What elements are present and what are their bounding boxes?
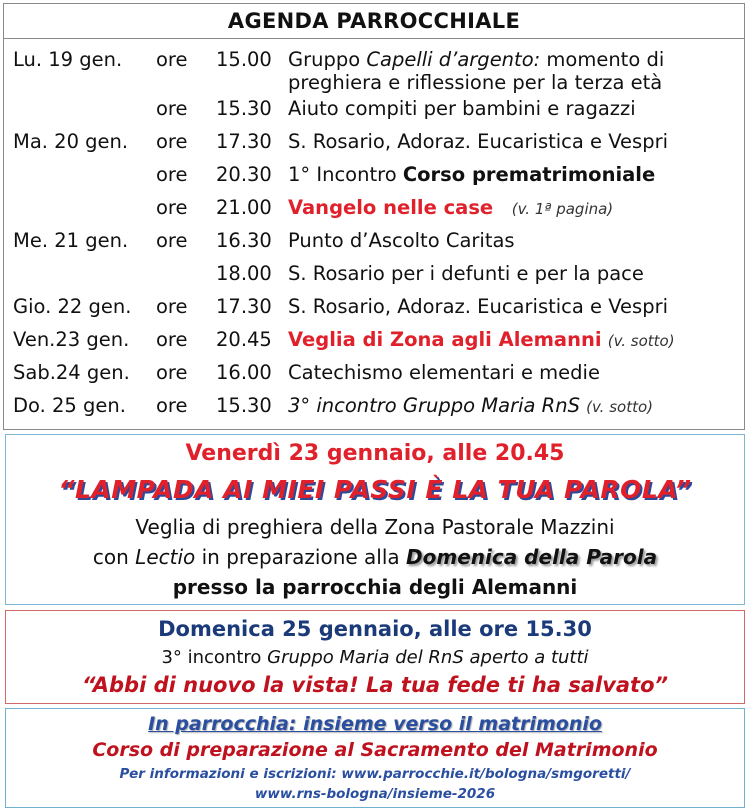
row-day: Me. 21 gen. [13, 229, 129, 252]
row-time: 16.30 [216, 229, 272, 252]
agenda-row [4, 194, 744, 227]
text-italic: Gruppo Maria del RnS aperto a tutti [267, 647, 589, 668]
row-description [288, 163, 655, 186]
vigil-location: presso la parrocchia degli Alemanni [172, 575, 578, 599]
agenda-row [4, 326, 744, 359]
course-heading: In parrocchia: insieme verso il matrimonio [148, 713, 602, 735]
desc-italic: Capelli d’argento: [366, 48, 541, 71]
row-time: 15.30 [216, 97, 272, 120]
row-day: Lu. 19 gen. [13, 48, 123, 71]
rns-date: Domenica 25 gennaio, alle ore 15.30 [158, 617, 592, 641]
agenda-row [4, 359, 744, 392]
row-description [288, 394, 653, 417]
row-day: Sab.24 gen. [13, 361, 130, 384]
desc-text: momento di [540, 48, 665, 71]
agenda-table [3, 3, 745, 430]
agenda-row [4, 161, 744, 194]
row-time: 17.30 [216, 130, 272, 153]
desc-highlight: Vangelo nelle case [288, 196, 494, 219]
row-description [288, 48, 664, 94]
row-description [288, 328, 675, 351]
row-time: 20.30 [216, 163, 272, 186]
row-time: 15.00 [216, 48, 272, 71]
row-description: S. Rosario per i defunti e per la pace [288, 262, 644, 285]
course-info-link[interactable]: Per informazioni e iscrizioni: www.parrocchie.it/bologna/smgoretti/ [119, 766, 631, 782]
agenda-row [4, 128, 744, 161]
vigil-announcement [5, 434, 745, 605]
desc-text: Gruppo [288, 48, 367, 71]
row-ore: ore [156, 48, 188, 71]
course-rns-link[interactable]: www.rns-bologna/insieme-2026 [254, 786, 496, 802]
row-ore: ore [156, 229, 188, 252]
row-time: 16.00 [216, 361, 272, 384]
text-italic: Lectio [135, 545, 196, 569]
row-ore: ore [156, 394, 188, 417]
agenda-row [4, 392, 744, 425]
row-time: 20.45 [216, 328, 272, 351]
agenda-row [4, 95, 744, 128]
vigil-lectio [6, 545, 744, 569]
row-ore: ore [156, 295, 188, 318]
vigil-description: Veglia di preghiera della Zona Pastorale Mazzini [135, 515, 615, 539]
agenda-row [4, 39, 744, 95]
row-time: 18.00 [216, 262, 272, 285]
row-day: Ven.23 gen. [13, 328, 130, 351]
agenda-row [4, 260, 744, 293]
agenda-row [4, 293, 744, 326]
course-title: Corso di preparazione al Sacramento del Matrimonio [92, 739, 658, 761]
desc-text: 1° Incontro [288, 163, 403, 186]
text-bold: Domenica della Parola [406, 545, 658, 569]
row-ore: ore [156, 97, 188, 120]
row-description: S. Rosario, Adoraz. Eucaristica e Vespri [288, 130, 669, 153]
row-description: Aiuto compiti per bambini e ragazzi [288, 97, 636, 120]
row-time: 17.30 [216, 295, 272, 318]
desc-bold: Corso prematrimoniale [402, 163, 656, 186]
row-description: S. Rosario, Adoraz. Eucaristica e Vespri [288, 295, 669, 318]
vigil-date: Venerdì 23 gennaio, alle 20.45 [185, 441, 565, 466]
text: con [92, 545, 136, 569]
row-day: Gio. 22 gen. [13, 295, 132, 318]
desc-highlight: Veglia di Zona agli Alemanni [288, 328, 602, 351]
agenda-title: AGENDA PARROCCHIALE [4, 4, 744, 39]
agenda-rows [4, 39, 744, 425]
row-day: Ma. 20 gen. [13, 130, 129, 153]
desc-note: (v. 1ª pagina) [511, 200, 614, 218]
desc-note: (v. sotto) [607, 332, 675, 350]
marriage-course-announcement [5, 708, 745, 808]
row-description: Catechismo elementari e medie [288, 361, 600, 384]
agenda-row [4, 227, 744, 260]
desc-italic: 3° incontro Gruppo Maria RnS [288, 394, 580, 417]
rns-announcement [5, 610, 745, 704]
row-ore: ore [156, 361, 188, 384]
text: 3° incontro [161, 647, 268, 668]
row-ore: ore [156, 196, 188, 219]
vigil-title: “LAMPADA AI MIEI PASSI È LA TUA PAROLA” [58, 475, 692, 504]
row-description [288, 196, 613, 219]
row-ore: ore [156, 130, 188, 153]
row-ore: ore [156, 328, 188, 351]
rns-description [6, 647, 744, 668]
row-description: Punto d’Ascolto Caritas [288, 229, 515, 252]
row-time: 21.00 [216, 196, 272, 219]
row-time: 15.30 [216, 394, 272, 417]
desc-note: (v. sotto) [586, 398, 653, 416]
rns-quote: “Abbi di nuovo la vista! La tua fede ti ha salvato” [81, 673, 669, 697]
row-ore: ore [156, 163, 188, 186]
desc-line2: preghiera e riflessione per la terza età [288, 71, 663, 94]
row-day: Do. 25 gen. [13, 394, 126, 417]
text: in preparazione alla [195, 545, 407, 569]
